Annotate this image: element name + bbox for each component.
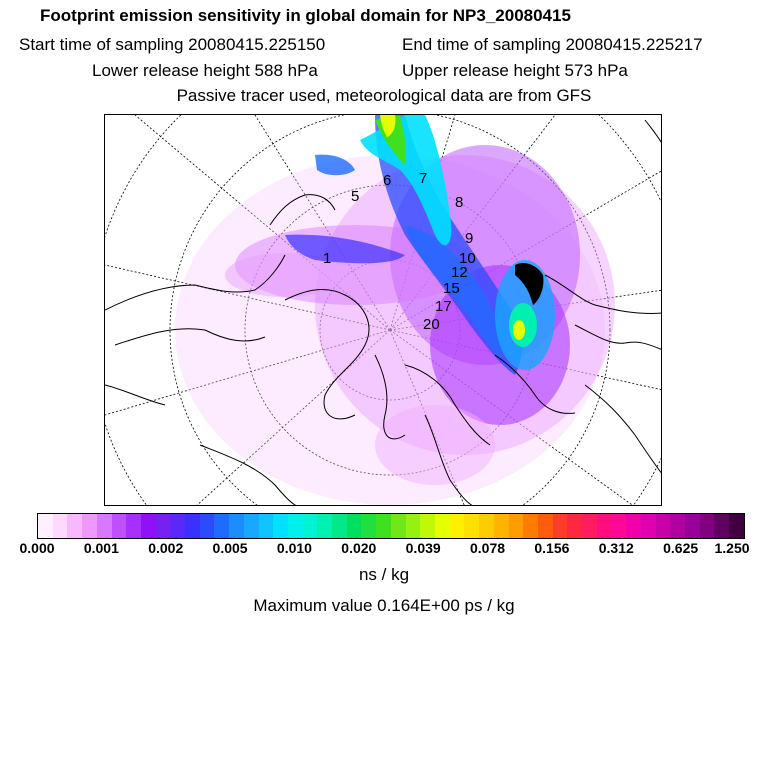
colorbar-segment — [229, 514, 244, 538]
map-label: 5 — [351, 188, 360, 205]
map-label: 12 — [451, 264, 468, 281]
colorbar-segment — [38, 514, 53, 538]
colorbar-segment — [273, 514, 288, 538]
colorbar-segment — [435, 514, 450, 538]
colorbar-segment — [391, 514, 406, 538]
colorbar-segment — [656, 514, 671, 538]
colorbar-tick-label: 0.005 — [212, 540, 248, 556]
colorbar-segment — [347, 514, 362, 538]
colorbar-segment — [317, 514, 332, 538]
colorbar-segment — [185, 514, 200, 538]
colorbar-tick-label: 0.312 — [598, 540, 634, 556]
lower-release-height: Lower release height 588 hPa — [92, 61, 318, 80]
colorbar-segment — [97, 514, 112, 538]
map-label: 15 — [443, 280, 460, 297]
colorbar-segment — [450, 514, 465, 538]
colorbar-segment — [67, 514, 82, 538]
map-label: 10 — [459, 250, 476, 267]
maximum-value: Maximum value 0.164E+00 ps / kg — [253, 596, 515, 615]
colorbar-segment — [288, 514, 303, 538]
colorbar-tick-label: 0.625 — [663, 540, 699, 556]
colorbar-segment — [582, 514, 597, 538]
colorbar-segment — [303, 514, 318, 538]
colorbar-segment — [332, 514, 347, 538]
end-time: End time of sampling 20080415.225217 — [402, 35, 703, 54]
colorbar-tick-label: 0.039 — [405, 540, 441, 556]
colorbar-segment — [538, 514, 553, 538]
tracer-note: Passive tracer used, meteorological data are from GFS — [176, 86, 592, 105]
colorbar-segment — [597, 514, 612, 538]
colorbar-segment — [670, 514, 685, 538]
colorbar-segment — [420, 514, 435, 538]
colorbar-segment — [567, 514, 582, 538]
map-canvas — [105, 115, 662, 506]
colorbar-segment — [641, 514, 656, 538]
colorbar-tick-label: 1.250 — [714, 540, 750, 556]
colorbar-segment — [361, 514, 376, 538]
plot-title: Footprint emission sensitivity in global domain for NP3_20080415 — [40, 6, 571, 25]
sensitivity-field — [175, 115, 615, 505]
colorbar-segment — [626, 514, 641, 538]
colorbar-segment — [141, 514, 156, 538]
colorbar-units: ns / kg — [358, 565, 410, 584]
colorbar-tick-label: 0.001 — [83, 540, 119, 556]
colorbar-tick-label: 0.156 — [534, 540, 570, 556]
colorbar-segment — [200, 514, 215, 538]
map-label: 6 — [383, 172, 392, 189]
map-label: 1 — [323, 250, 332, 267]
colorbar-segment — [126, 514, 141, 538]
colorbar-segment — [611, 514, 626, 538]
upper-release-height: Upper release height 573 hPa — [402, 61, 628, 80]
colorbar-tick-label: 0.002 — [148, 540, 184, 556]
colorbar-segment — [376, 514, 391, 538]
footprint-map — [104, 114, 662, 506]
colorbar-segment — [714, 514, 729, 538]
map-label: 17 — [435, 298, 452, 315]
colorbar-tick-label: 0.000 — [19, 540, 55, 556]
colorbar-tick-label: 0.078 — [470, 540, 506, 556]
colorbar-segment — [53, 514, 68, 538]
map-label: 20 — [423, 316, 440, 333]
colorbar-segment — [170, 514, 185, 538]
colorbar-segment — [553, 514, 568, 538]
colorbar — [37, 513, 745, 539]
colorbar-segment — [156, 514, 171, 538]
colorbar-segment — [729, 514, 744, 538]
colorbar-segment — [259, 514, 274, 538]
colorbar-segment — [82, 514, 97, 538]
colorbar-segment — [494, 514, 509, 538]
colorbar-segment — [479, 514, 494, 538]
colorbar-tick-label: 0.010 — [276, 540, 312, 556]
start-time: Start time of sampling 20080415.225150 — [19, 35, 326, 54]
colorbar-segment — [214, 514, 229, 538]
colorbar-segment — [523, 514, 538, 538]
map-label: 9 — [465, 230, 474, 247]
colorbar-tick-label: 0.020 — [341, 540, 377, 556]
colorbar-segment — [700, 514, 715, 538]
colorbar-segment — [685, 514, 700, 538]
colorbar-segment — [244, 514, 259, 538]
colorbar-segment — [464, 514, 479, 538]
colorbar-segment — [509, 514, 524, 538]
map-label: 7 — [419, 170, 428, 187]
map-label: 8 — [455, 194, 464, 211]
colorbar-segment — [406, 514, 421, 538]
colorbar-segment — [112, 514, 127, 538]
